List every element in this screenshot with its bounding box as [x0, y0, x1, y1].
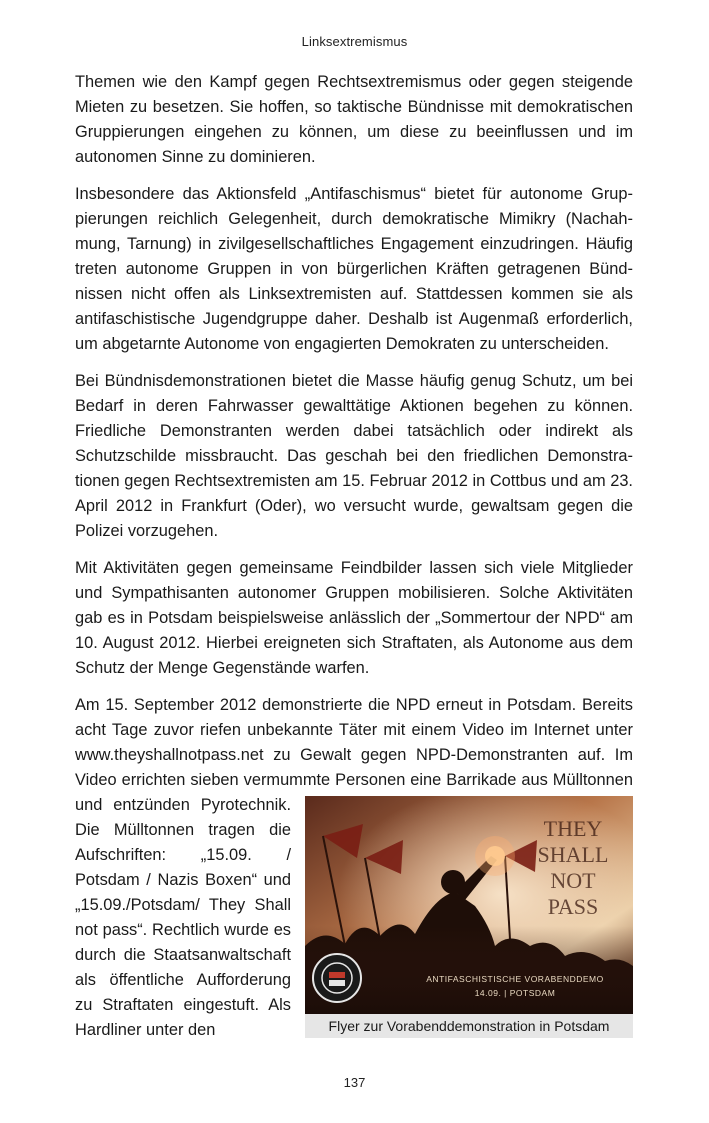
paragraph: Mit Aktivitäten gegen gemeinsame Feindbilder lassen sich viele Mitglieder und Sympathisanten autonomer Gruppen mobilisieren. Solche Aktivitäten gab es in Potsdam beispielsweise anlässlich der „Sommertour der NPD“ am 10. August 2012. Hierbei ereigneten sich Straftaten, als Autonome aus dem Schutz der Menge Gegenstände warfen. [75, 559, 633, 677]
paragraph: Themen wie den Kampf gegen Rechtsextremismus oder gegen steigende Mieten zu besetzen. Sie hoffen, so taktische Bündnisse mit demokratischen Gruppierungen eingehen zu können, um diese zu beeinflussen und im autonomen Sinne zu dominieren. [75, 73, 633, 166]
poster-title-line: NOT [550, 868, 596, 893]
poster-title-line: SHALL [537, 842, 609, 867]
flyer-image [305, 796, 633, 1014]
paragraph-wrapped: tonnen und entzünden Pyrotechnik. Die Mülltonnen tragen die Aufschriften: „15.09. / Potsdam / Nazis Boxen“ und „15.09./Potsdam/ They Shall not pass“. Rechtlich wurde es durch die Staatsanwaltschaft als öffentliche Aufforderung zu Straftaten eingestuft. Als Hardliner unter den [75, 771, 633, 1039]
poster-footer: 14.09. | POTSDAM [474, 988, 556, 998]
paragraph: Bei Bündnisdemonstrationen bietet die Masse häufig genug Schutz, um bei Bedarf in deren Fahrwasser gewalttätige Aktionen begehen zu können. Friedliche Demonstranten werden dabei tatsächlich oder indirekt als Schutzschilde missbraucht. Das geschah bei den friedlichen Demonstrationen gegen Rechtsextremisten am 15. Februar 2012 in Cottbus und am 23. April 2012 in Frankfurt (Oder), wo versucht wurde, gewaltsam gegen die Polizei vorzugehen. [75, 372, 633, 540]
paragraph: Insbesondere das Aktionsfeld „Antifaschismus“ bietet für autonome Gruppierungen reichlich Gelegenheit, durch demokratische Mimikry (Nachahmung, Tarnung) in zivilgesellschaftliches Engagement einzudringen. Häufig treten autonome Gruppen in von bürgerlichen Kräften getragenen Bündnissen nicht offen als Linksextremisten auf. Stattdessen kommen sie als antifaschistische Jugendgruppe daher. Deshalb ist Augenmaß erforderlich, um abgetarnte Autonome von engagierten Demokraten zu unterscheiden. [75, 185, 633, 353]
figure-caption: Flyer zur Vorabenddemonstration in Potsdam [305, 1014, 633, 1038]
antifa-logo-icon [313, 954, 361, 1002]
paragraph [75, 693, 633, 1043]
poster-subtitle: ANTIFASCHISTISCHE VORABENDDEMO [426, 974, 604, 984]
paragraph-intro: Am 15. September 2012 demonstrierte die NPD erneut in Potsdam. Bereits acht Tage zuvor riefen unbekannte Täter mit einem Video im Internet unter www.theyshallnotpass.net zu Gewalt gegen NPD-Demonstranten auf. Im Video errichten sieben vermummte Personen eine Barrikade aus Müll [75, 696, 633, 789]
page-number: 137 [343, 1075, 366, 1090]
flyer-figure [305, 796, 633, 1038]
poster-title-line: PASS [547, 894, 599, 919]
running-head: Linksextremismus [301, 34, 408, 49]
poster-title-line: THEY [543, 816, 603, 841]
body-text [75, 70, 633, 1043]
